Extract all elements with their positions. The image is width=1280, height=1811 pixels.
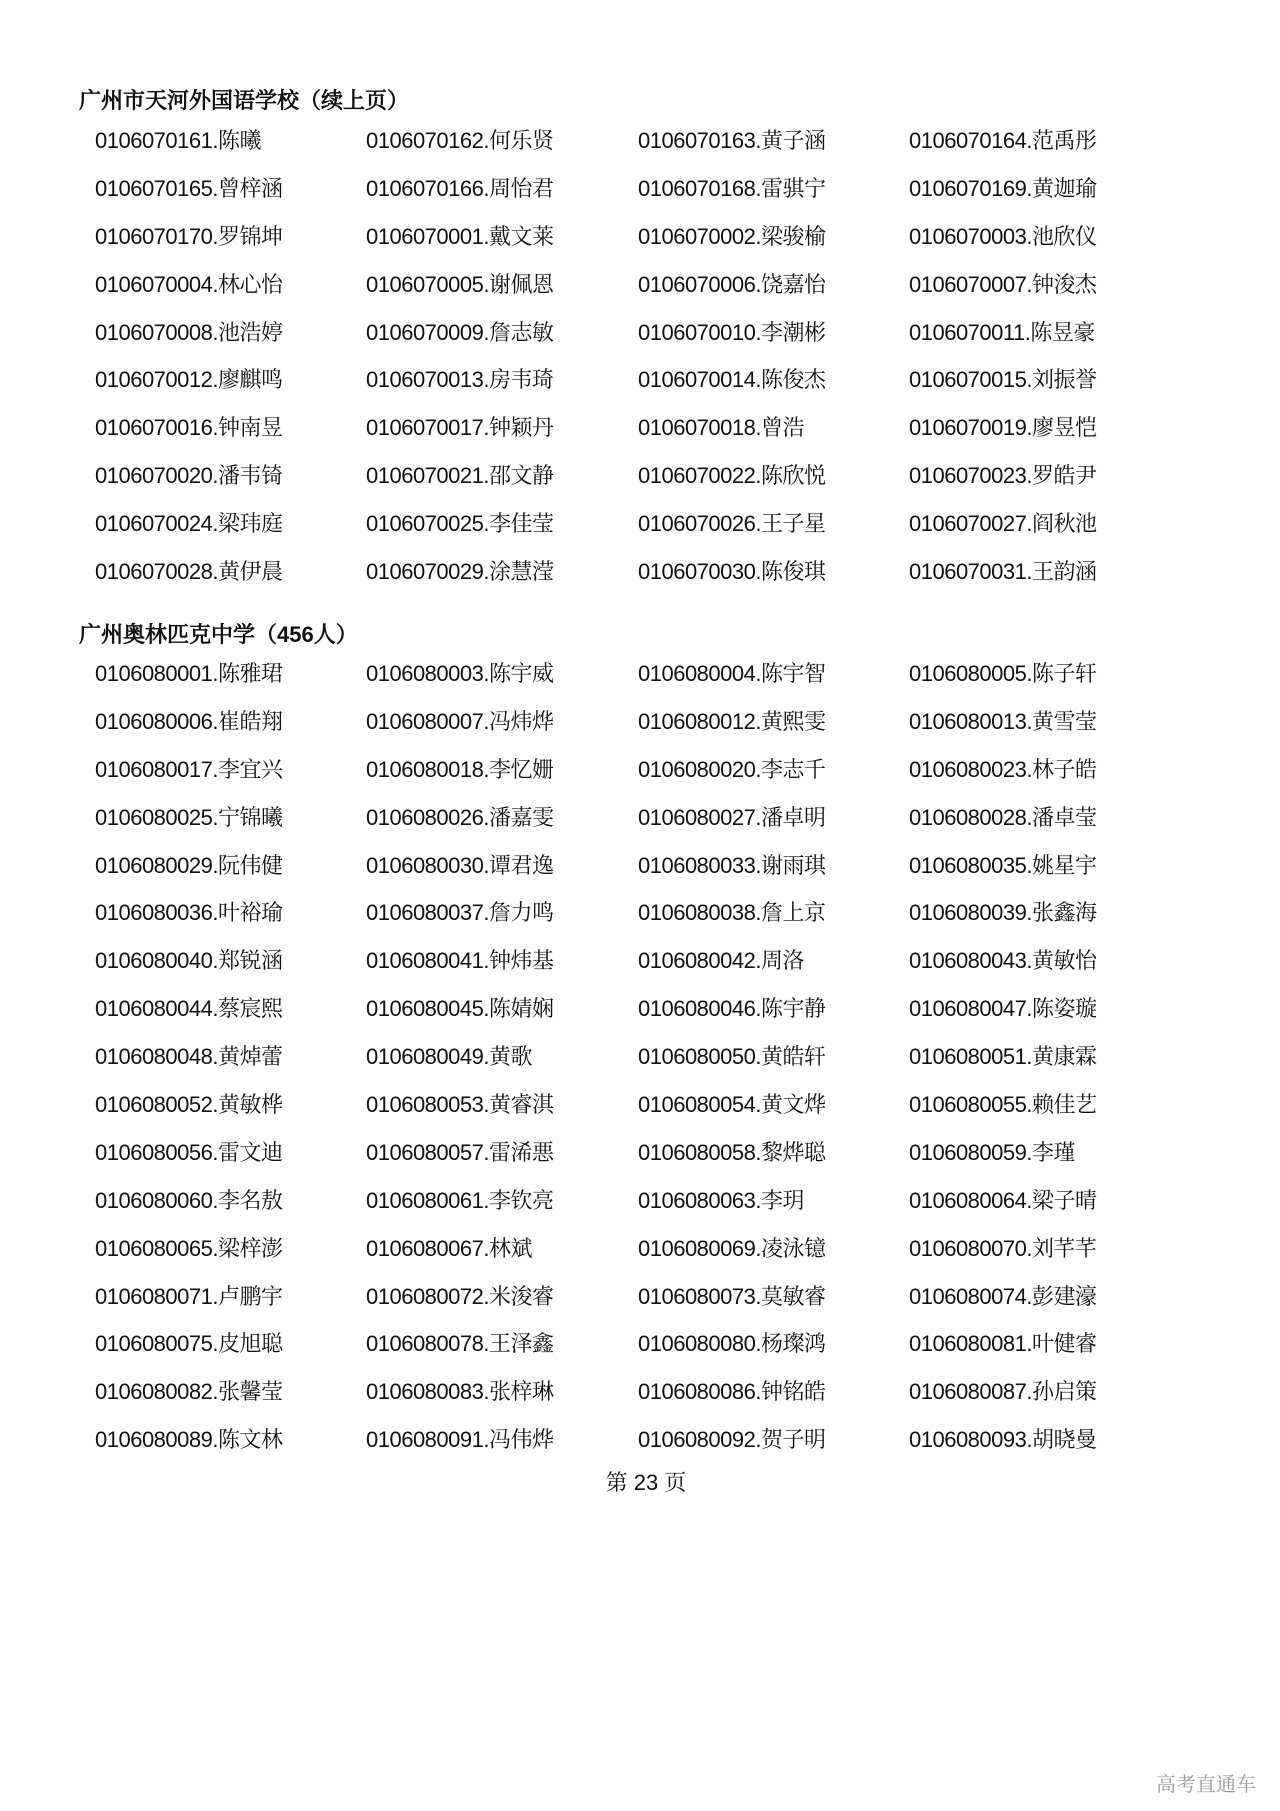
student-entry: 0106080046.陈宇静: [638, 996, 826, 1022]
student-entry: 0106070002.梁骏榆: [638, 223, 826, 249]
student-entry: 0106080058.黎烨聪: [638, 1139, 826, 1165]
student-entry: 0106080035.姚星宇: [909, 852, 1097, 878]
student-entry: 0106080063.李玥: [638, 1187, 804, 1213]
student-entry: 0106070170.罗锦坤: [95, 223, 283, 249]
student-entry: 0106070164.范禹彤: [909, 128, 1097, 153]
student-entry: 0106070005.谢佩恩: [366, 271, 554, 297]
student-entry: 0106080029.阮伟健: [95, 852, 283, 878]
student-entry: 0106080012.黄熙雯: [638, 708, 826, 734]
student-entry: 0106070007.钟浚杰: [909, 271, 1097, 297]
student-entry: 0106070161.陈曦: [95, 128, 261, 153]
student-entry: 0106080070.刘芊芊: [909, 1235, 1097, 1261]
student-entry: 0106080045.陈婧娴: [366, 996, 554, 1022]
student-entry: 0106080059.李瑾: [909, 1139, 1075, 1165]
page-number: 第 23 页: [605, 1470, 687, 1495]
student-entry: 0106080054.黄文烨: [638, 1092, 826, 1118]
student-entry: 0106080013.黄雪莹: [909, 708, 1097, 734]
student-entry: 0106080074.彭建濠: [909, 1283, 1097, 1309]
student-entry: 0106080001.陈雅珺: [95, 661, 283, 686]
student-entry: 0106080067.林斌: [366, 1235, 532, 1261]
student-entry: 0106070017.钟颖丹: [366, 415, 554, 441]
student-entry: 0106080047.陈姿璇: [909, 996, 1097, 1022]
student-entry: 0106080073.莫敏睿: [638, 1283, 826, 1309]
student-entry: 0106080028.潘卓莹: [909, 804, 1097, 830]
student-entry: 0106070004.林心怡: [95, 271, 283, 297]
student-entry: 0106080082.张馨莹: [95, 1379, 283, 1405]
student-entry: 0106080038.詹上京: [638, 900, 826, 926]
student-entry: 0106070009.詹志敏: [366, 319, 554, 345]
student-entry: 0106080057.雷浠悪: [366, 1139, 554, 1165]
student-entry: 0106080081.叶健睿: [909, 1331, 1097, 1357]
student-entry: 0106070011.陈昱豪: [909, 319, 1095, 345]
student-entry: 0106070025.李佳莹: [366, 511, 554, 537]
student-entry: 0106080041.钟炜基: [366, 948, 554, 974]
student-entry: 0106070028.黄伊晨: [95, 559, 283, 585]
student-entry: 0106070003.池欣仪: [909, 223, 1097, 249]
student-entry: 0106080075.皮旭聪: [95, 1331, 283, 1357]
student-entry: 0106080043.黄敏怡: [909, 948, 1097, 974]
student-list-tianhe: [95, 127, 1180, 606]
student-entry: 0106080078.王泽鑫: [366, 1331, 554, 1357]
student-entry: 0106080055.赖佳艺: [909, 1092, 1097, 1118]
student-entry: 0106070010.李潮彬: [638, 319, 826, 345]
student-entry: 0106080065.梁梓澎: [95, 1235, 283, 1261]
section-title-olympic: 广州奥林匹克中学（456人）: [79, 622, 358, 647]
student-entry: 0106070031.王韵涵: [909, 559, 1097, 585]
student-entry: 0106080039.张鑫海: [909, 900, 1097, 926]
student-entry: 0106070016.钟南昱: [95, 415, 283, 441]
student-entry: 0106070162.何乐贤: [366, 128, 554, 153]
student-entry: 0106070014.陈俊杰: [638, 367, 826, 393]
student-entry: 0106080023.林子皓: [909, 756, 1097, 782]
student-entry: 0106080071.卢鹏宇: [95, 1283, 283, 1309]
student-entry: 0106080050.黄皓轩: [638, 1044, 826, 1070]
student-entry: 0106080064.梁子晴: [909, 1187, 1097, 1213]
student-entry: 0106070020.潘韦锜: [95, 463, 283, 489]
student-entry: 0106070165.曾梓涵: [95, 175, 283, 201]
student-entry: 0106080049.黄歌: [366, 1044, 532, 1070]
student-entry: 0106070024.梁玮庭: [95, 511, 283, 537]
student-entry: 0106070021.邵文静: [366, 463, 554, 489]
student-entry: 0106080080.杨璨鸿: [638, 1331, 826, 1357]
student-entry: 0106070006.饶嘉怡: [638, 271, 826, 297]
student-entry: 0106080083.张梓琳: [366, 1379, 554, 1405]
student-entry: 0106080044.蔡宸熙: [95, 996, 283, 1022]
student-entry: 0106070001.戴文莱: [366, 223, 554, 249]
student-entry: 0106070013.房韦琦: [366, 367, 554, 393]
student-entry: 0106080033.谢雨琪: [638, 852, 826, 878]
student-entry: 0106070019.廖昱恺: [909, 415, 1097, 441]
student-entry: 0106080026.潘嘉雯: [366, 804, 554, 830]
student-entry: 0106070026.王子星: [638, 511, 826, 537]
student-entry: 0106070012.廖麒鸣: [95, 367, 283, 393]
student-entry: 0106080086.钟铭皓: [638, 1379, 826, 1405]
student-entry: 0106080072.米浚睿: [366, 1283, 554, 1309]
student-list-olympic: [95, 660, 1180, 1474]
student-entry: 0106080037.詹力鸣: [366, 900, 554, 926]
student-entry: 0106070027.阎秋池: [909, 511, 1097, 537]
student-entry: 0106080053.黄睿淇: [366, 1092, 554, 1118]
student-entry: 0106080051.黄康霖: [909, 1044, 1097, 1070]
student-entry: 0106070008.池浩婷: [95, 319, 283, 345]
section-title-tianhe: 广州市天河外国语学校（续上页）: [79, 88, 410, 113]
student-entry: 0106080093.胡晓曼: [909, 1427, 1097, 1453]
student-entry: 0106080017.李宜兴: [95, 756, 283, 782]
student-entry: 0106080052.黄敏桦: [95, 1092, 283, 1118]
student-entry: 0106070022.陈欣悦: [638, 463, 826, 489]
student-entry: 0106080036.叶裕瑜: [95, 900, 283, 926]
student-entry: 0106070029.涂慧滢: [366, 559, 554, 585]
student-entry: 0106080092.贺子明: [638, 1427, 826, 1453]
student-entry: 0106080004.陈宇智: [638, 661, 826, 686]
student-entry: 0106080089.陈文林: [95, 1427, 283, 1453]
student-entry: 0106080042.周洛: [638, 948, 804, 974]
student-entry: 0106080007.冯炜烨: [366, 708, 554, 734]
student-entry: 0106080091.冯伟烨: [366, 1427, 554, 1453]
student-entry: 0106070169.黄迦瑜: [909, 175, 1097, 201]
student-entry: 0106080003.陈宇威: [366, 661, 554, 686]
student-entry: 0106070023.罗皓尹: [909, 463, 1097, 489]
student-entry: 0106070168.雷骐宁: [638, 175, 826, 201]
student-entry: 0106070166.周怡君: [366, 175, 554, 201]
student-entry: 0106070018.曾浩: [638, 415, 804, 441]
student-entry: 0106080056.雷文迪: [95, 1139, 283, 1165]
student-entry: 0106080027.潘卓明: [638, 804, 826, 830]
student-entry: 0106080025.宁锦曦: [95, 804, 283, 830]
student-entry: 0106080006.崔皓翔: [95, 708, 283, 734]
student-entry: 0106080061.李钦亮: [366, 1187, 554, 1213]
student-entry: 0106080020.李志千: [638, 756, 826, 782]
student-entry: 0106070163.黄子涵: [638, 128, 826, 153]
student-entry: 0106080040.郑锐涵: [95, 948, 283, 974]
student-entry: 0106070015.刘振誉: [909, 367, 1097, 393]
student-entry: 0106070030.陈俊琪: [638, 559, 826, 585]
student-entry: 0106080030.谭君逸: [366, 852, 554, 878]
student-entry: 0106080060.李名敖: [95, 1187, 283, 1213]
student-entry: 0106080087.孙启策: [909, 1379, 1097, 1405]
watermark: 高考直通车: [1156, 1774, 1256, 1796]
student-entry: 0106080018.李忆姗: [366, 756, 554, 782]
student-entry: 0106080048.黄焯蕾: [95, 1044, 283, 1070]
student-entry: 0106080069.凌泳镱: [638, 1235, 826, 1261]
student-entry: 0106080005.陈子轩: [909, 661, 1097, 686]
